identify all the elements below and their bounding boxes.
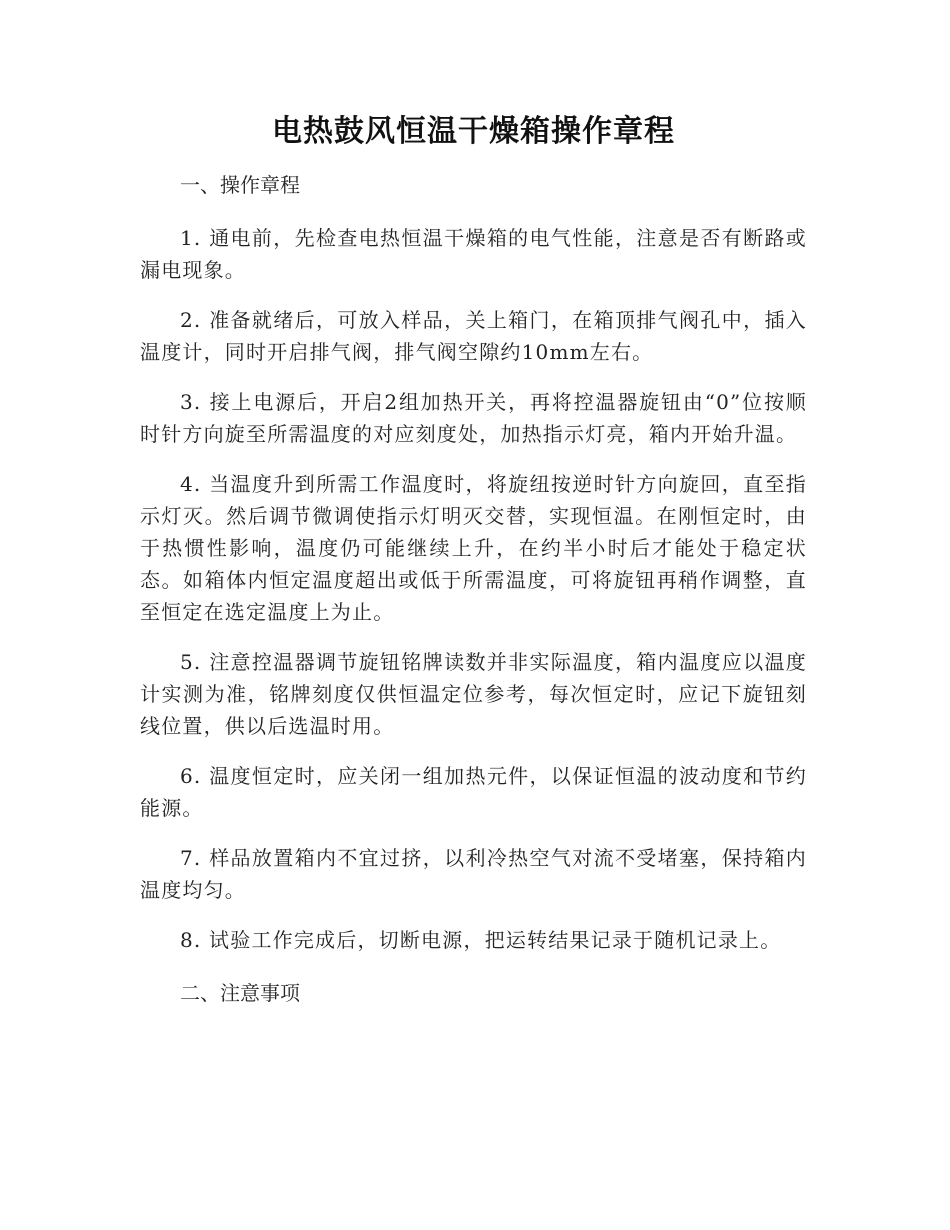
paragraph-8: 8. 试验工作完成后，切断电源，把运转结果记录于随机记录上。	[180, 928, 782, 952]
paragraph-1: 1. 通电前，先检查电热恒温干燥箱的电气性能，注意是否有断路或漏电现象。	[140, 226, 807, 282]
paragraph-7: 7. 样品放置箱内不宜过挤，以利冷热空气对流不受堵塞，保持箱内温度均匀。	[140, 846, 807, 902]
paragraph-3: 3. 接上电源后，开启2组加热开关，再将控温器旋钮由“0”位按顺时针方向旋至所需温度的对应刻度处，加热指示灯亮，箱内开始升温。	[140, 390, 807, 446]
section-heading-notes: 二、注意事项	[180, 981, 300, 1005]
document-title: 电热鼓风恒温干燥箱操作章程	[272, 114, 675, 149]
paragraph-6: 6. 温度恒定时，应关闭一组加热元件，以保证恒温的波动度和节约能源。	[140, 764, 807, 820]
paragraph-2: 2. 准备就绪后，可放入样品，关上箱门，在箱顶排气阀孔中，插入温度计，同时开启排气阀，排气阀空隙约10mm左右。	[140, 308, 807, 364]
paragraph-list	[140, 222, 807, 956]
paragraph-4: 4. 当温度升到所需工作温度时，将旋纽按逆时针方向旋回，直至指示灯灭。然后调节微调使指示灯明灭交替，实现恒温。在刚恒定时，由于热惯性影响，温度仍可能继续上升，在约半小时后才能处于稳定状态。如箱体内恒定温度超出或低于所需温度，可将旋钮再稍作调整，直至恒定在选定温度上为止。	[140, 472, 807, 624]
section-heading-operation: 一、操作章程	[180, 173, 300, 197]
paragraph-5: 5. 注意控温器调节旋钮铭牌读数并非实际温度，箱内温度应以温度计实测为准，铭牌刻度仅供恒温定位参考，每次恒定时，应记下旋钮刻线位置，供以后选温时用。	[140, 650, 807, 738]
